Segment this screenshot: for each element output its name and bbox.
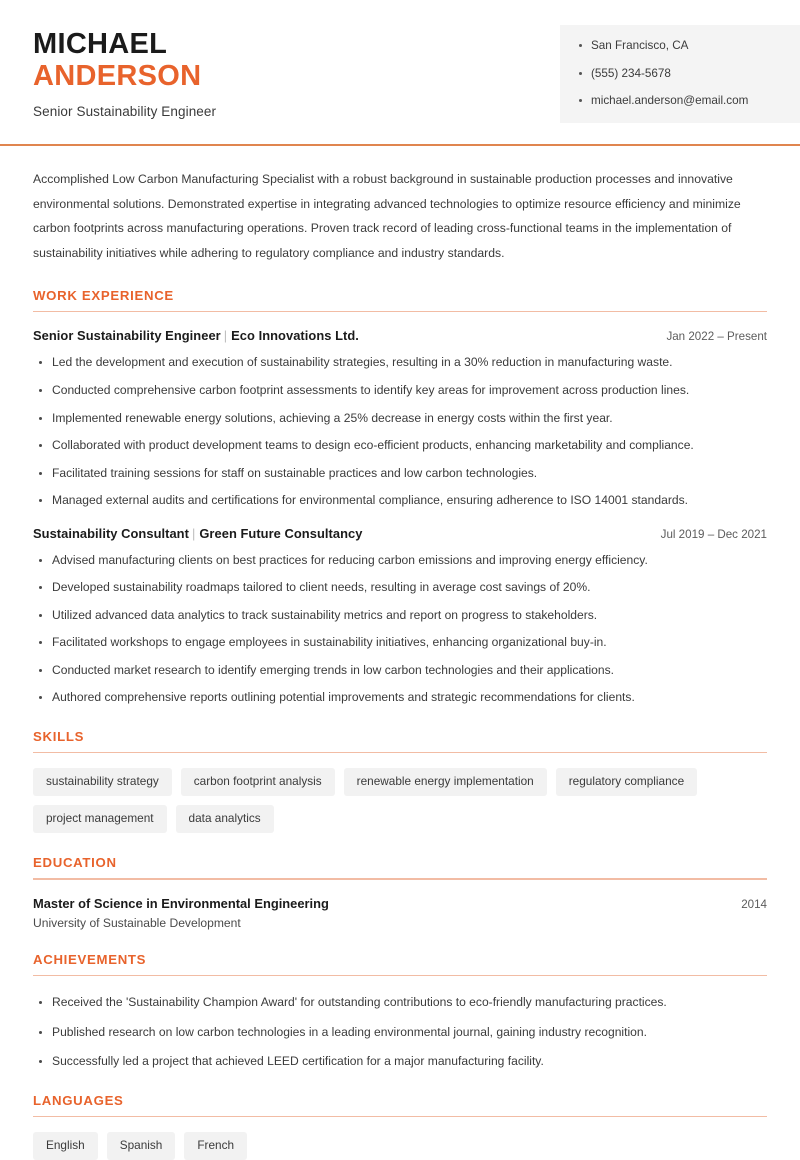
section-title-education: EDUCATION — [33, 855, 117, 871]
language-chip: Spanish — [107, 1132, 176, 1160]
list-item: Developed sustainability roadmaps tailored to client needs, resulting in average cost savings of 20%. — [33, 579, 767, 597]
skill-chip: carbon footprint analysis — [181, 768, 335, 796]
contact-info-box — [560, 25, 800, 123]
graduation-year: 2014 — [741, 897, 767, 911]
languages-chip-list — [33, 1132, 767, 1160]
list-item: Received the 'Sustainability Champion Award' for outstanding contributions to eco-friendly manufacturing practices. — [33, 994, 767, 1012]
section-work-experience — [33, 288, 767, 707]
list-item: Successfully led a project that achieved LEED certification for a major manufacturing facility. — [33, 1053, 767, 1071]
section-education — [33, 855, 767, 930]
contact-email: michael.anderson@email.com — [578, 94, 784, 109]
section-languages — [33, 1093, 767, 1160]
list-item: Conducted market research to identify emerging trends in low carbon technologies and their applications. — [33, 662, 767, 680]
list-item: Published research on low carbon technologies in a leading environmental journal, gaining industry recognition. — [33, 1024, 767, 1042]
professional-summary: Accomplished Low Carbon Manufacturing Specialist with a robust background in sustainable production processes and innovative environmental solutions. Demonstrated expertise in integrating advanced technologies to optimize resource efficiency and minimize carbon footprints across manufacturing operations. Proven track record of leading cross-functional teams in the implementation of sustainability initiatives while adhering to regulatory compliance and industry standards. — [33, 171, 741, 261]
professional-headline: Senior Sustainability Engineer — [33, 103, 217, 119]
experience-entry — [33, 526, 767, 707]
section-divider — [33, 311, 767, 313]
header-divider — [0, 144, 800, 146]
degree-name: Master of Science in Environmental Engineering — [33, 895, 329, 911]
skill-chip: renewable energy implementation — [344, 768, 547, 796]
list-item: Utilized advanced data analytics to track sustainability metrics and report on progress to stakeholders. — [33, 607, 767, 625]
list-item: Led the development and execution of sustainability strategies, resulting in a 30% reduction in manufacturing waste. — [33, 354, 767, 372]
section-divider — [33, 975, 767, 977]
experience-bullets — [33, 552, 767, 707]
skill-chip: regulatory compliance — [556, 768, 697, 796]
first-name: MICHAEL — [33, 28, 168, 60]
identity-block — [0, 22, 216, 119]
list-item: Facilitated workshops to engage employees in sustainability initiatives, enhancing organizational buy-in. — [33, 634, 767, 652]
contact-location: San Francisco, CA — [578, 39, 784, 54]
list-item: Facilitated training sessions for staff on sustainable practices and low carbon technologies. — [33, 465, 767, 483]
skill-chip: project management — [33, 805, 167, 833]
title-separator: | — [223, 328, 228, 344]
institution-name: University of Sustainable Development — [33, 915, 241, 930]
experience-entry — [33, 328, 767, 509]
section-divider — [33, 878, 767, 880]
language-chip: English — [33, 1132, 98, 1160]
skills-chip-list — [33, 768, 733, 833]
employment-dates: Jul 2019 – Dec 2021 — [660, 527, 767, 541]
experience-entry-header — [33, 526, 767, 541]
list-item: Managed external audits and certifications for environmental compliance, ensuring adherence to ISO 14001 standards. — [33, 492, 767, 510]
list-item: Authored comprehensive reports outlining potential improvements and strategic recommendations for clients. — [33, 689, 767, 707]
last-name: ANDERSON — [33, 60, 202, 93]
list-item: Conducted comprehensive carbon footprint assessments to identify key areas for improvement across production lines. — [33, 382, 767, 400]
section-title-achievements: ACHIEVEMENTS — [33, 951, 147, 967]
education-entry-header — [33, 896, 767, 911]
language-chip: French — [184, 1132, 247, 1160]
job-role: Senior Sustainability Engineer — [33, 328, 221, 344]
company-name: Eco Innovations Ltd. — [231, 328, 359, 344]
section-divider — [33, 752, 767, 754]
contact-list — [578, 39, 784, 109]
experience-title-line — [33, 328, 359, 343]
list-item: Collaborated with product development teams to design eco-efficient products, enhancing marketability and compliance. — [33, 437, 767, 455]
resume-content — [0, 167, 800, 1160]
section-title-languages: LANGUAGES — [33, 1092, 124, 1108]
employment-dates: Jan 2022 – Present — [666, 330, 767, 344]
job-role: Sustainability Consultant — [33, 525, 189, 541]
experience-entry-header — [33, 328, 767, 343]
section-divider — [33, 1116, 767, 1118]
title-separator: | — [191, 525, 196, 541]
achievements-bullets — [33, 994, 767, 1071]
experience-bullets — [33, 354, 767, 509]
section-skills — [33, 729, 767, 833]
company-name: Green Future Consultancy — [199, 525, 363, 541]
section-title-work-experience: WORK EXPERIENCE — [33, 287, 174, 303]
skill-chip: sustainability strategy — [33, 768, 172, 796]
list-item: Implemented renewable energy solutions, achieving a 25% decrease in energy costs within the first year. — [33, 410, 767, 428]
section-achievements — [33, 952, 767, 1071]
education-entry — [33, 896, 767, 930]
contact-phone: (555) 234-5678 — [578, 67, 784, 82]
skill-chip: data analytics — [176, 805, 274, 833]
experience-title-line — [33, 526, 362, 541]
resume-header — [0, 0, 800, 146]
section-title-skills: SKILLS — [33, 728, 85, 744]
list-item: Advised manufacturing clients on best practices for reducing carbon emissions and improving energy efficiency. — [33, 552, 767, 570]
